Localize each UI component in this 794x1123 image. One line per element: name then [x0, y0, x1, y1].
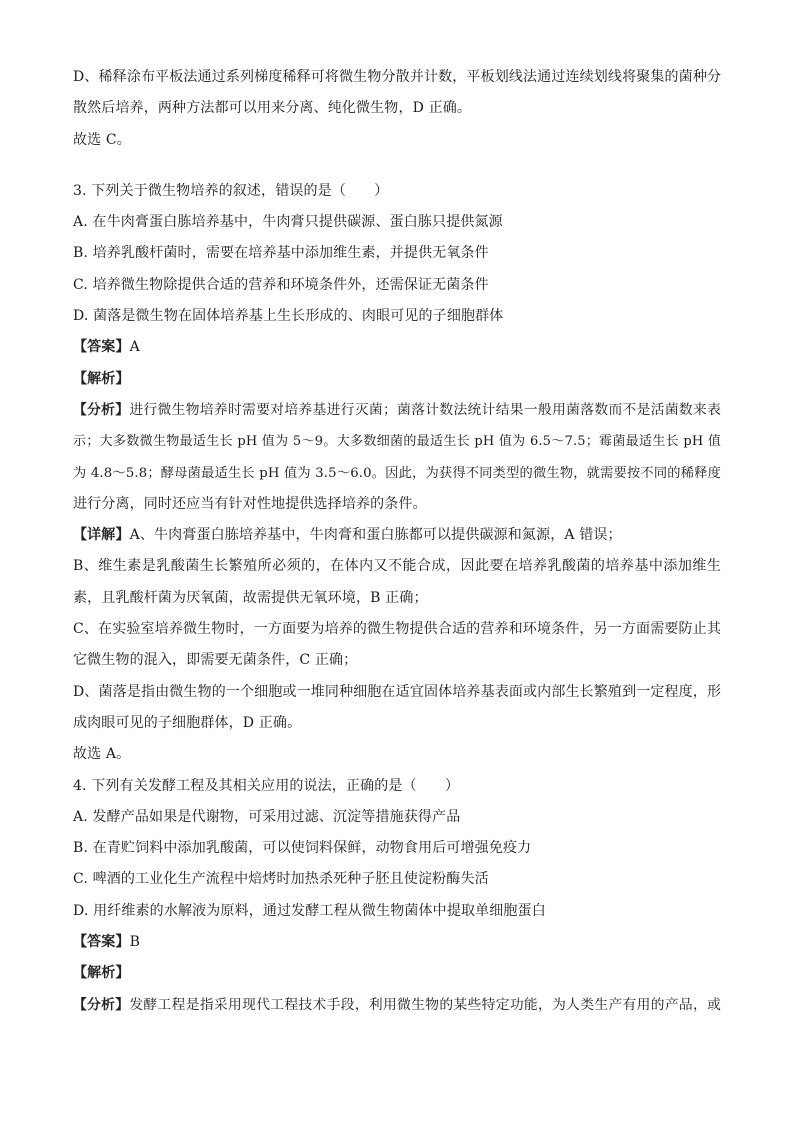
line-text: A. 发酵产品如果是代谢物，可采用过滤、沉淀等措施获得产品 [73, 808, 461, 825]
line-text: 素，且乳酸杆菌为厌氧菌，故需提供无氧环境，B 正确； [73, 589, 428, 606]
text-line [73, 802, 721, 833]
line-text: D、稀释涂布平板法通过系列梯度稀释可将微生物分散并计数，平板划线法通过连续划线将聚集的菌种分 [73, 69, 722, 85]
line-text: C. 啤酒的工业化生产流程中焙烤时加热杀死种子胚且使淀粉酶失活 [73, 871, 489, 888]
section-tag: 【分析】 [73, 401, 130, 418]
line-text: 为 4.8～5.8；酵母菌最适生长 pH 值为 3.5～6.0。因此，为获得不同类型的微生物，就需要按不同的稀释度 [73, 465, 721, 481]
line-text: 故选 A。 [73, 746, 131, 763]
text-line [73, 551, 721, 582]
text-line [73, 207, 721, 238]
line-text: 故选 C。 [73, 131, 131, 148]
section-tag: 【解析】 [73, 965, 130, 982]
text-line [73, 270, 721, 301]
line-text: B、维生素是乳酸菌生长繁殖所必须的，在体内又不能合成，因此要在培养乳酸菌的培养基中添加维生 [73, 558, 721, 575]
text-line [73, 238, 721, 269]
text-line [73, 864, 721, 895]
text-line [73, 927, 721, 958]
line-text: B. 在青贮饲料中添加乳酸菌，可以使饲料保鲜，动物食用后可增强免疫力 [73, 840, 532, 857]
section-tag: 【答案】 [73, 339, 130, 356]
line-text: B [129, 934, 141, 951]
paragraph-gap [73, 156, 721, 176]
text-line [73, 771, 721, 802]
text-line [73, 176, 721, 207]
line-text: 示；大多数微生物最适生长 pH 值为 5～9。大多数细菌的最适生长 pH 值为 6.5～7.5；霉菌最适生长 pH 值 [73, 434, 721, 450]
text-line [73, 583, 721, 614]
section-tag: 【解析】 [73, 370, 130, 387]
line-text: 它微生物的混入，即需要无菌条件，C 正确； [73, 652, 358, 669]
line-text: B. 培养乳酸杆菌时，需要在培养基中添加维生素，并提供无氧条件 [73, 245, 489, 262]
line-text: D. 用纤维素的水解液为原料，通过发酵工程从微生物菌体中提取单细胞蛋白 [73, 902, 546, 919]
text-line [73, 896, 721, 927]
text-line [73, 332, 721, 363]
text-line [73, 677, 721, 708]
text-line [73, 833, 721, 864]
text-line [73, 990, 721, 1021]
text-line [73, 301, 721, 332]
line-text: 发酵工程是指采用现代工程技术手段，利用微生物的某些特定功能，为人类生产有用的产品，或 [129, 996, 721, 1013]
text-line [73, 958, 721, 989]
text-line [73, 364, 721, 395]
text-line [73, 520, 721, 551]
text-line [73, 62, 721, 93]
line-text: 进行分离，同时还应当有针对性地提供选择培养的条件。 [73, 495, 427, 512]
text-line [73, 708, 721, 739]
text-line [73, 739, 721, 770]
line-text: C、在实验室培养微生物时，一方面要为培养的微生物提供合适的营养和环境条件，另一方面需要防止其 [73, 621, 721, 638]
line-text: C. 培养微生物除提供合适的营养和环境条件外，还需保证无菌条件 [73, 276, 489, 293]
text-line [73, 93, 721, 124]
line-text: 成肉眼可见的子细胞群体，D 正确。 [73, 714, 302, 731]
line-text: A [129, 339, 140, 356]
document-page [73, 62, 721, 1021]
line-text: 散然后培养，两种方法都可以用来分离、纯化微生物，D 正确。 [73, 100, 472, 117]
section-tag: 【分析】 [73, 996, 130, 1013]
text-line [73, 125, 721, 156]
text-line [73, 426, 721, 457]
line-text: A、牛肉膏蛋白胨培养基中，牛肉膏和蛋白胨都可以提供碳源和氮源，A 错误； [129, 527, 622, 544]
line-text: 3. 下列关于微生物培养的叙述，错误的是（ ） [73, 182, 389, 199]
section-tag: 【答案】 [73, 934, 130, 951]
section-tag: 【详解】 [73, 527, 130, 544]
text-line [73, 489, 721, 520]
text-line [73, 395, 721, 426]
text-line [73, 458, 721, 489]
line-text: 4. 下列有关发酵工程及其相关应用的说法，正确的是（ ） [73, 777, 460, 794]
line-text: D. 菌落是微生物在固体培养基上生长形成的、肉眼可见的子细胞群体 [73, 308, 504, 325]
line-text: A. 在牛肉膏蛋白胨培养基中，牛肉膏只提供碳源、蛋白胨只提供氮源 [73, 214, 503, 231]
line-text: 进行微生物培养时需要对培养基进行灭菌；菌落计数法统计结果一般用菌落数而不是活菌数来表 [129, 401, 721, 418]
text-line [73, 614, 721, 645]
text-line [73, 645, 721, 676]
line-text: D、菌落是指由微生物的一个细胞或一堆同种细胞在适宜固体培养基表面或内部生长繁殖到一定程度，形 [73, 683, 722, 700]
